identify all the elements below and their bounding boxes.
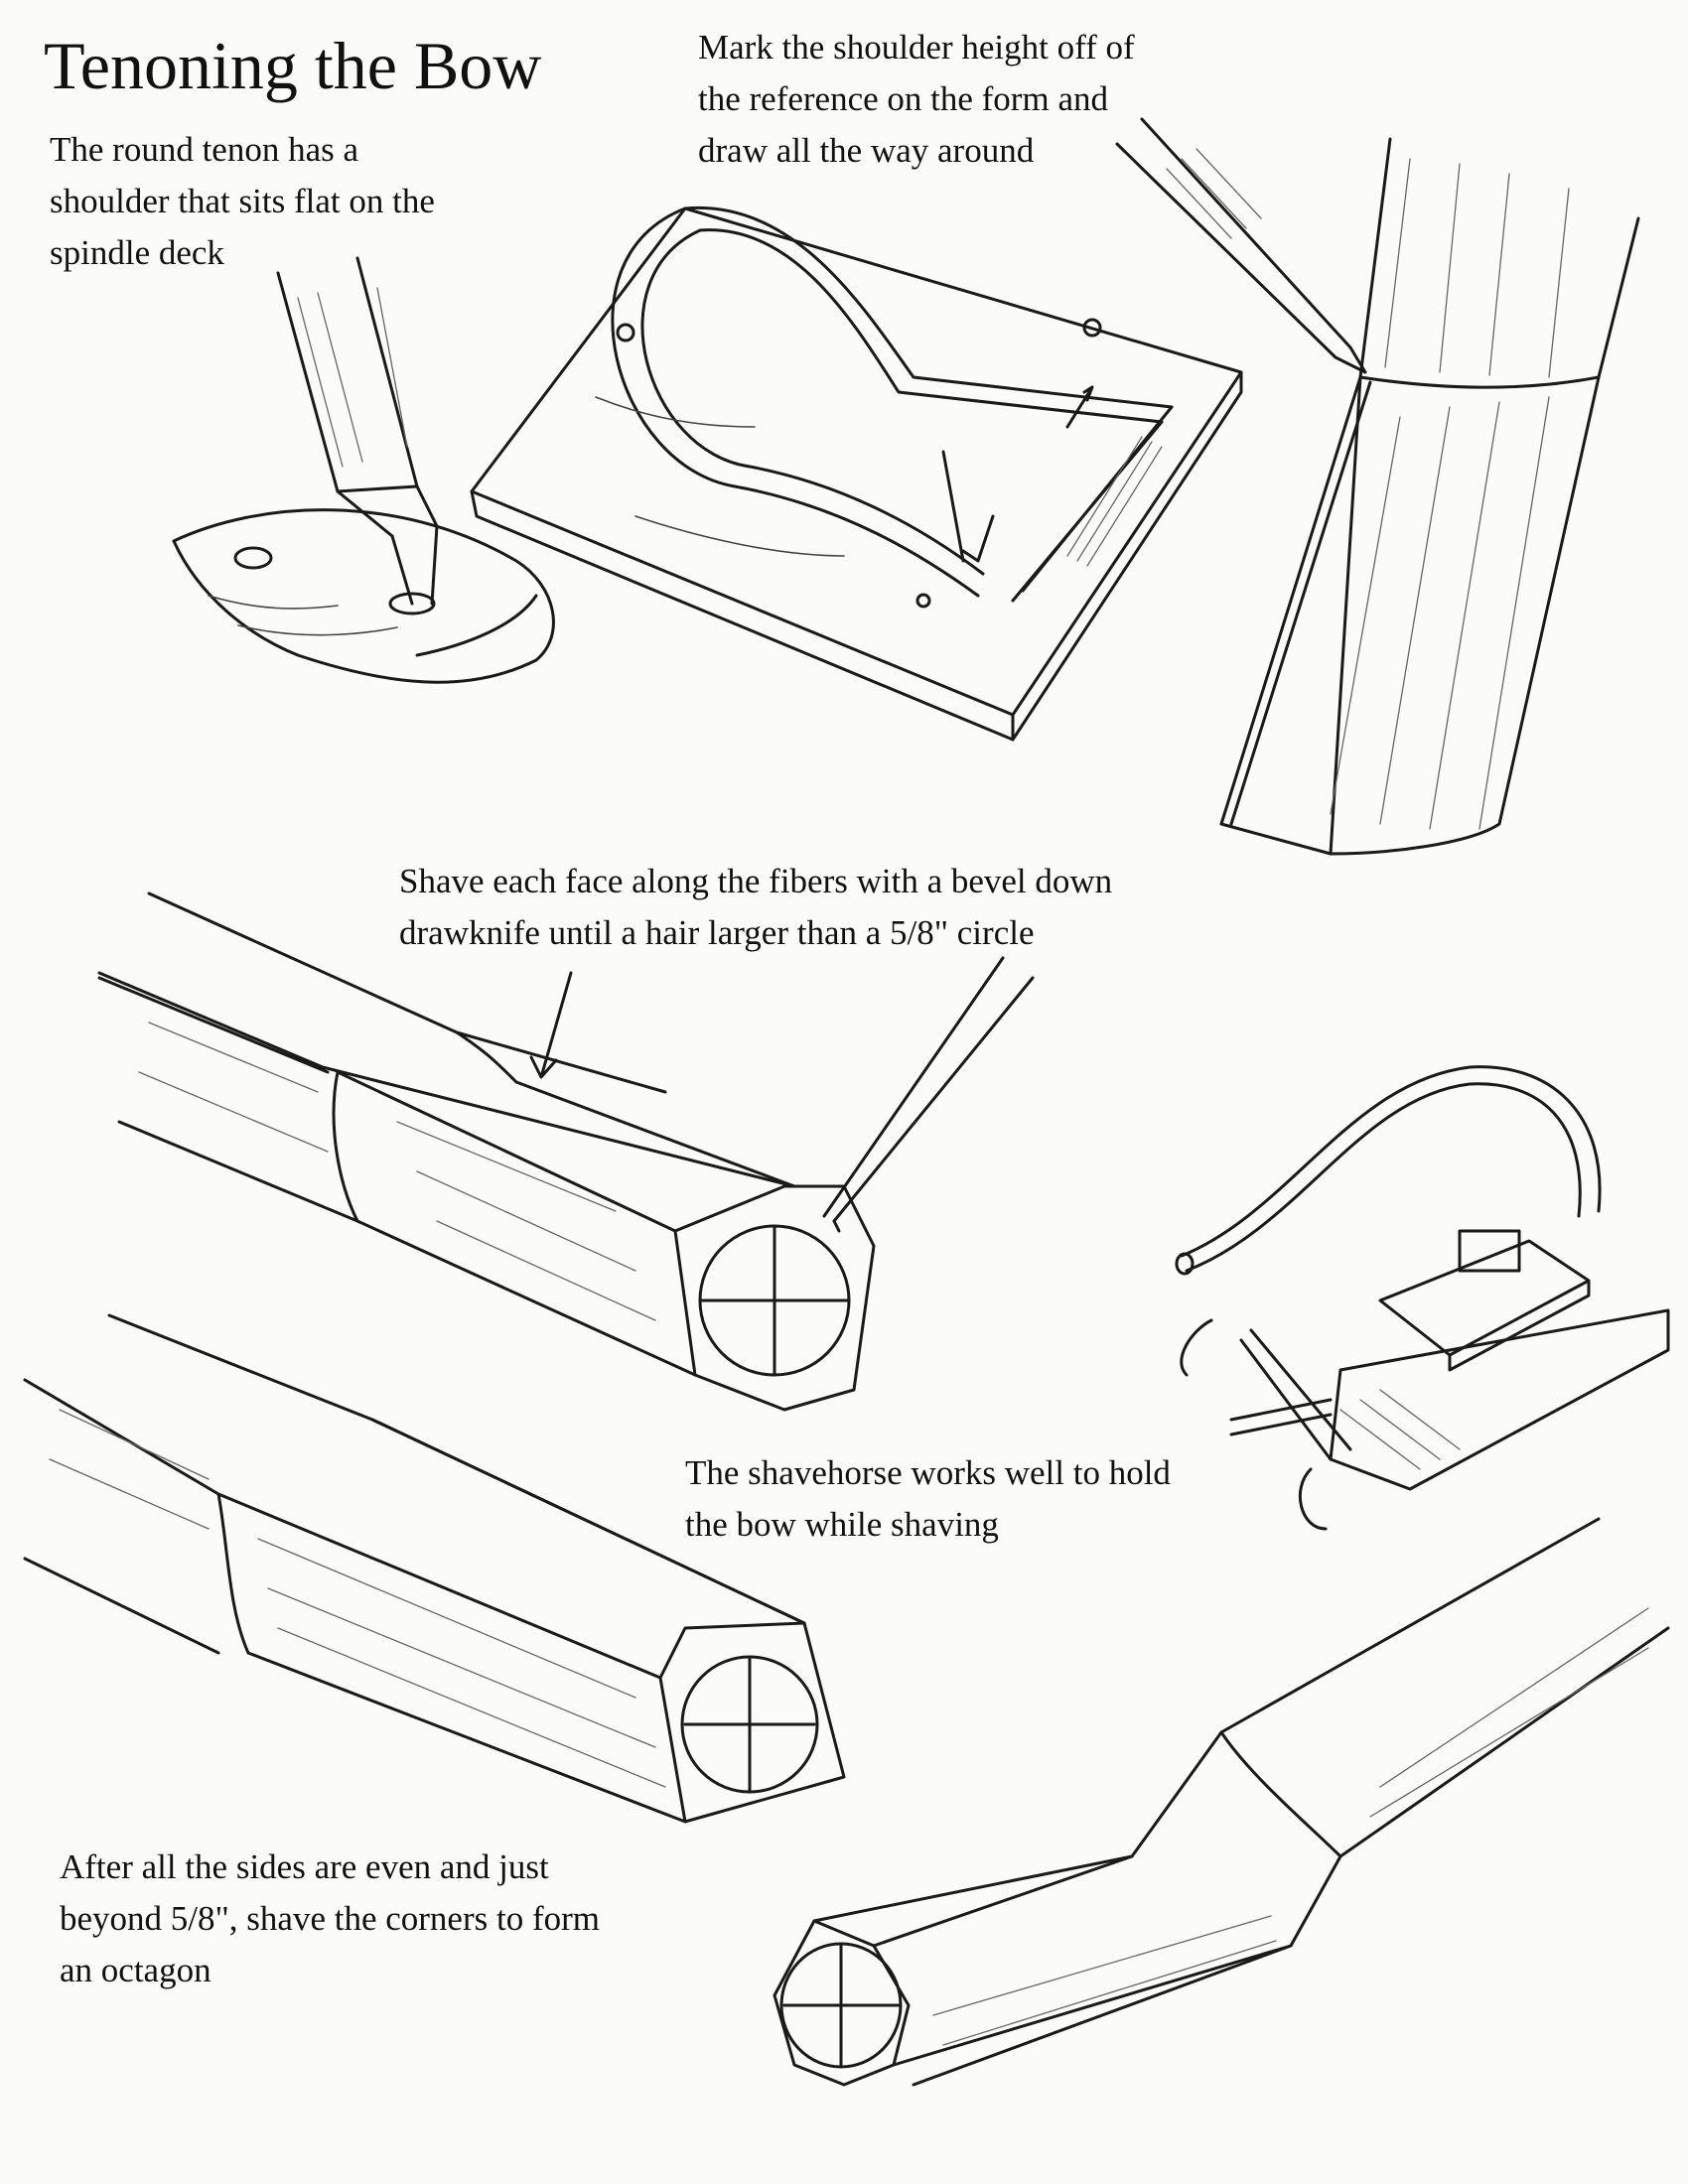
caption-line: After all the sides are even and just [60, 1847, 549, 1886]
spindle-deck-tenon-sketch [174, 258, 553, 682]
caption-line: draw all the way around [698, 131, 1035, 170]
caption-line: shoulder that sits flat on the [50, 182, 435, 220]
caption-shave [399, 856, 1112, 959]
caption-line: The shavehorse works well to hold [685, 1453, 1171, 1492]
caption-line: Shave each face along the fibers with a bevel down [399, 862, 1113, 900]
caption-octagon [60, 1842, 600, 1996]
page-title: Tenoning the Bow [44, 28, 542, 103]
caption-mark [698, 22, 1135, 177]
bending-form-sketch [472, 207, 1241, 740]
caption-line: the reference on the form and [698, 79, 1108, 118]
caption-line: an octagon [60, 1951, 211, 1989]
shavehorse-sketch [1177, 1067, 1668, 1529]
caption-line: Mark the shoulder height off of [698, 28, 1135, 67]
caption-shoulder [50, 124, 435, 279]
caption-line: the bow while shaving [685, 1505, 999, 1544]
square-tenon-end-sketch [25, 1315, 844, 1822]
octagon-tenon-sketch [774, 1519, 1668, 2085]
caption-line: The round tenon has a [50, 130, 359, 169]
pencil-marking-sketch [1117, 119, 1638, 854]
caption-line: spindle deck [50, 233, 224, 272]
square-tenon-circle-sketch [99, 893, 1033, 1410]
caption-line: beyond 5/8", shave the corners to form [60, 1899, 601, 1938]
caption-shavehorse [685, 1447, 1171, 1551]
caption-line: drawknife until a hair larger than a 5/8" circle [399, 913, 1035, 952]
